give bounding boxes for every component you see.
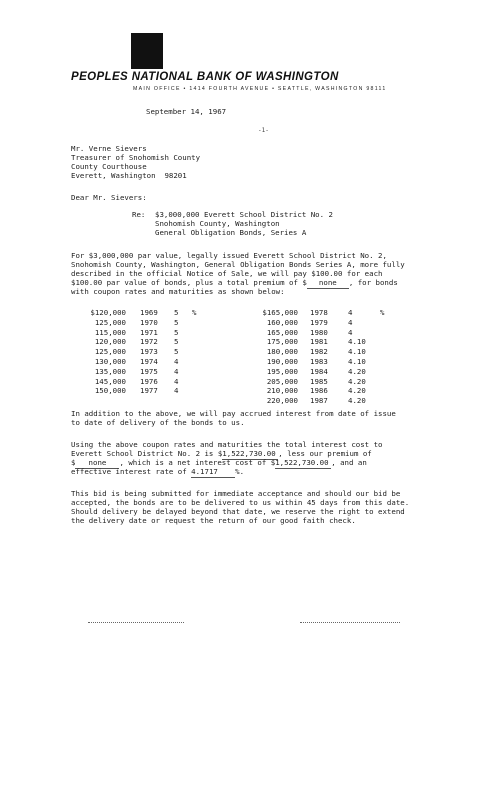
rate-year-2: 1982	[310, 347, 328, 357]
table-row	[60, 337, 390, 347]
rate-pct	[192, 396, 248, 406]
rate-coupon-2: 4	[348, 317, 353, 327]
paragraph2-line2: to date of delivery of the bonds to us.	[71, 418, 245, 427]
paragraph2-line1: In addition to the above, we will pay accrued interest from date of issue	[71, 409, 396, 418]
rate-amount: 130,000	[94, 356, 126, 366]
rate-year: 1971	[140, 327, 158, 337]
rate-pct-2	[380, 337, 390, 347]
rate-coupon-2: 4.20	[348, 386, 366, 396]
rate-amount-2: $165,000	[262, 308, 298, 317]
rate-year: 1969	[140, 308, 158, 317]
table-row	[60, 328, 390, 338]
rate-pct	[192, 367, 248, 377]
paragraph1-line5: with coupon rates and maturities as shown below:	[71, 287, 285, 296]
re-line-2: Snohomish County, Washington	[155, 219, 280, 228]
paragraph3-line3-end: , and an	[331, 458, 367, 467]
salutation: Dear Mr. Sievers:	[71, 193, 147, 202]
table-row	[60, 318, 390, 328]
paragraph1-line2: Snohomish County, Washington, General Obligation Bonds Series A, more fully	[71, 260, 405, 269]
rate-amount-2: 205,000	[266, 376, 298, 386]
rate-coupon-2: 4.10	[348, 337, 366, 347]
paragraph1-line4-end: , for bonds	[348, 278, 398, 287]
rate-year-2: 1983	[310, 356, 328, 366]
rate-pct-2	[380, 328, 390, 338]
paragraph4-line4: the delivery date or request the return of our good faith check.	[71, 516, 356, 525]
signature-line-right	[300, 622, 400, 623]
rate-amount: 150,000	[94, 386, 126, 396]
rate-amount-2: 190,000	[266, 356, 298, 366]
rate-coupon-2: 4.20	[348, 376, 366, 386]
rate-year: 1970	[140, 317, 158, 327]
paragraph3-line2-start: Everett School District No. 2 is $	[71, 449, 223, 458]
rate-pct	[192, 337, 248, 347]
paragraph4-line3: Should delivery be delayed beyond that date, we reserve the right to extend	[71, 507, 405, 516]
rate-pct	[192, 357, 248, 367]
paragraph3-line4-start: effective interest rate of	[71, 467, 187, 476]
page-mark: -1-	[258, 127, 269, 134]
rate-coupon: 5	[174, 308, 179, 317]
rate-amount: 145,000	[94, 376, 126, 386]
paragraph4-line1: This bid is being submitted for immediate acceptance and should our bid be	[71, 489, 401, 498]
total-interest-field: 1,522,730.00	[222, 450, 278, 460]
rate-pct-2: %	[380, 308, 385, 317]
rate-pct	[192, 328, 248, 338]
table-row	[60, 396, 390, 406]
rate-amount-2: 180,000	[266, 347, 298, 357]
rate-pct-2	[380, 357, 390, 367]
rate-year-2: 1987	[310, 396, 328, 406]
paragraph3-line3-start: $	[71, 458, 76, 467]
rate-coupon-2: 4.20	[348, 396, 366, 406]
rate-amount-2: 195,000	[266, 366, 298, 376]
signature-line-left	[88, 622, 184, 623]
rate-pct	[192, 318, 248, 328]
rate-coupon: 5	[174, 337, 179, 347]
table-row	[60, 357, 390, 367]
rate-amount	[60, 396, 126, 406]
rate-coupon: 4	[174, 366, 179, 376]
table-row	[60, 308, 390, 318]
rate-year: 1976	[140, 376, 158, 386]
rate-amount: 125,000	[94, 347, 126, 357]
rate-coupon: 4	[174, 376, 179, 386]
rate-amount-2: 220,000	[266, 396, 298, 406]
rate-coupon: 4	[174, 386, 179, 396]
paragraph1-line3: described in the official Notice of Sale, we will pay $100.00 for each	[71, 269, 383, 278]
re-line-3: General Obligation Bonds, Series A	[155, 228, 307, 237]
rate-pct-2	[380, 347, 390, 357]
rate-amount: 135,000	[94, 366, 126, 376]
table-row	[60, 347, 390, 357]
bank-logo	[131, 33, 163, 69]
rate-year: 1972	[140, 337, 158, 347]
paragraph4-line2: accepted, the bonds are to be delivered to us within 45 days from this date.	[71, 498, 410, 507]
rate-amount-2: 175,000	[266, 337, 298, 347]
rate-pct-2	[380, 386, 390, 396]
rate-year-2: 1979	[310, 317, 328, 327]
rate-pct-2	[380, 318, 390, 328]
rate-year: 1974	[140, 356, 158, 366]
rate-coupon: 5	[174, 347, 179, 357]
rate-pct-2	[380, 377, 390, 387]
rate-coupon-2: 4.10	[348, 356, 366, 366]
table-row	[60, 386, 390, 396]
rate-year: 1973	[140, 347, 158, 357]
paragraph3-line4-end: %.	[235, 467, 245, 476]
rate-amount: $120,000	[90, 308, 126, 317]
rate-coupon-2: 4.20	[348, 366, 366, 376]
rate-coupon-2: 4.10	[348, 347, 366, 357]
maturity-rate-table	[60, 308, 390, 406]
rate-coupon: 5	[174, 317, 179, 327]
rate-pct-2	[380, 367, 390, 377]
rate-coupon: 4	[174, 356, 179, 366]
rate-year-2: 1981	[310, 337, 328, 347]
re-line-1: $3,000,000 Everett School District No. 2	[155, 210, 333, 219]
rate-coupon	[174, 396, 192, 406]
rate-amount-2: 210,000	[266, 386, 298, 396]
rate-amount-2: 165,000	[266, 327, 298, 337]
rate-amount: 115,000	[94, 327, 126, 337]
rate-pct	[192, 386, 248, 396]
rate-coupon-2: 4	[348, 308, 353, 317]
recipient-name: Mr. Verne Sievers	[71, 144, 147, 153]
net-interest-field: 1,522,730.00	[275, 459, 331, 469]
rate-year: 1975	[140, 366, 158, 376]
table-row	[60, 377, 390, 387]
re-label: Re:	[132, 210, 146, 219]
rate-amount: 120,000	[94, 337, 126, 347]
rate-year-2: 1980	[310, 327, 328, 337]
rate-coupon: 5	[174, 327, 179, 337]
paragraph3-line1: Using the above coupon rates and maturities the total interest cost to	[71, 440, 383, 449]
rate-year-2: 1984	[310, 366, 328, 376]
rate-pct	[192, 347, 248, 357]
recipient-title: Treasurer of Snohomish County	[71, 153, 201, 162]
bank-name: PEOPLES NATIONAL BANK OF WASHINGTON	[71, 71, 339, 83]
rate-year-2: 1978	[310, 308, 328, 317]
rate-pct-2	[380, 396, 390, 406]
paragraph1-line1: For $3,000,000 par value, legally issued Everett School District No. 2,	[71, 251, 387, 260]
paragraph3-line2-end: , less our premium of	[278, 449, 372, 458]
rate-year: 1977	[140, 386, 158, 396]
premium-field: none	[307, 279, 349, 289]
bank-address: MAIN OFFICE • 1414 FOURTH AVENUE • SEATTLE, WASHINGTON 98111	[133, 86, 387, 92]
table-row	[60, 367, 390, 377]
rate-coupon-2: 4	[348, 327, 353, 337]
rate-year-2: 1985	[310, 376, 328, 386]
rate-amount: 125,000	[94, 317, 126, 327]
rate-year-2: 1986	[310, 386, 328, 396]
rate-pct: %	[192, 308, 197, 317]
effective-rate-field: 4.1717	[191, 468, 235, 478]
paragraph1-line4-start: $100.00 par value of bonds, plus a total premium of $	[71, 278, 307, 287]
rate-amount-2: 160,000	[266, 317, 298, 327]
rate-year	[126, 396, 174, 406]
premium-field-2: none	[75, 459, 119, 469]
paragraph3-line3-mid: , which is a net interest cost of $	[119, 458, 276, 467]
rate-pct	[192, 377, 248, 387]
paragraph3-line4	[71, 468, 244, 478]
recipient-building: County Courthouse	[71, 162, 147, 171]
recipient-city: Everett, Washington 98201	[71, 171, 187, 180]
letter-date: September 14, 1967	[146, 107, 227, 116]
